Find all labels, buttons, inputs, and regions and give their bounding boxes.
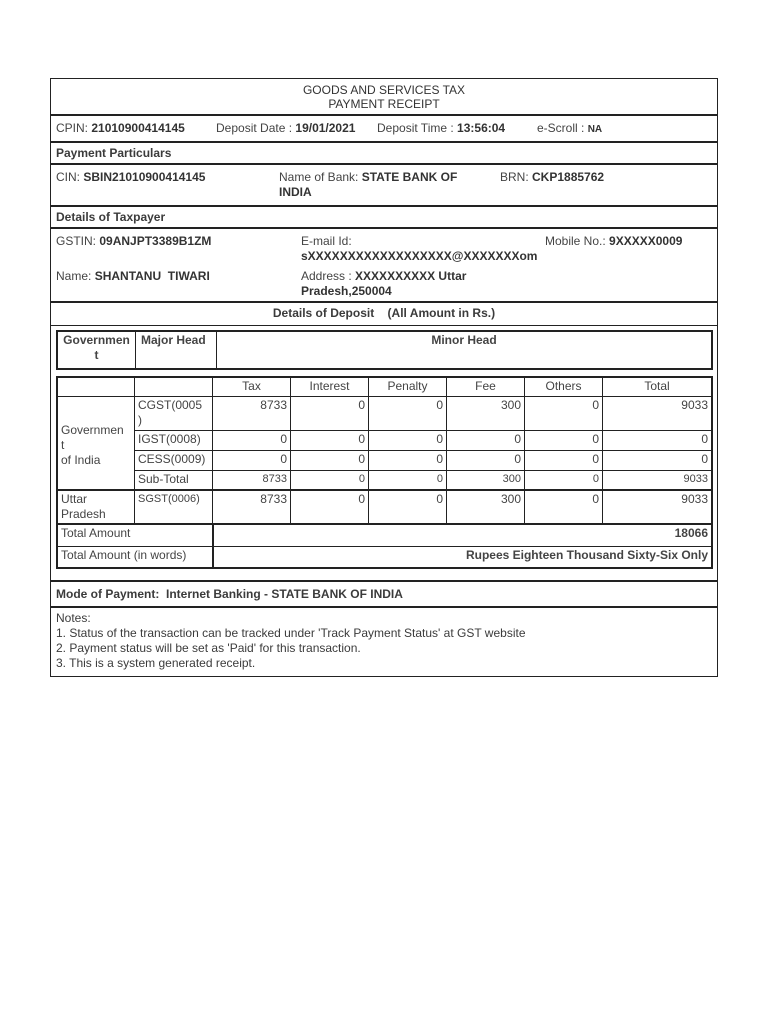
deposit-heading: Details of Deposit (All Amount in Rs.) xyxy=(51,303,717,326)
cgst-fee: 300 xyxy=(447,396,525,430)
sgst-row xyxy=(57,490,712,524)
total-words-label: Total Amount (in words) xyxy=(57,546,213,568)
cgst-label-line-1: CGST(0005 xyxy=(138,397,203,412)
total-words-row xyxy=(57,546,712,568)
empty-header-cell xyxy=(135,377,213,396)
brn-value: CKP1885762 xyxy=(532,170,605,184)
state-cell xyxy=(57,490,135,524)
mode-value: Internet Banking - STATE BANK OF INDIA xyxy=(166,587,403,601)
sgst-tax: 8733 xyxy=(213,490,291,524)
deposit-date-label: Deposit Date : xyxy=(216,121,293,135)
mobile-label: Mobile No.: xyxy=(545,234,606,248)
igst-tax: 0 xyxy=(213,430,291,450)
head-government-line-1: Governmen xyxy=(63,333,130,347)
column-interest: Interest xyxy=(291,377,369,396)
empty-header-cell xyxy=(57,377,135,396)
email-value: sXXXXXXXXXXXXXXXXXX@XXXXXXXom xyxy=(301,249,538,263)
total-words-value: Rupees Eighteen Thousand Sixty-Six Only xyxy=(213,546,713,568)
mode-of-payment xyxy=(51,582,717,608)
cgst-total: 9033 xyxy=(603,396,713,430)
amount-header-row xyxy=(57,377,712,396)
bank-value-line-1: STATE BANK OF xyxy=(361,170,458,184)
subtotal-penalty: 0 xyxy=(369,470,447,490)
igst-total: 0 xyxy=(603,430,713,450)
sgst-total: 9033 xyxy=(603,490,713,524)
cpin-label: CPIN: xyxy=(56,121,89,135)
cess-fee: 0 xyxy=(447,450,525,470)
bank-label: Name of Bank: xyxy=(279,170,359,184)
note-item: 1. Status of the transaction can be tracked under 'Track Payment Status' at GST website xyxy=(56,626,526,640)
total-amount-value: 18066 xyxy=(213,524,713,546)
cess-total: 0 xyxy=(603,450,713,470)
cess-interest: 0 xyxy=(291,450,369,470)
cess-tax: 0 xyxy=(213,450,291,470)
cess-row xyxy=(57,450,712,470)
head-government xyxy=(57,331,136,369)
address-line-1: XXXXXXXXXX Uttar xyxy=(355,269,467,283)
payment-particulars-heading: Payment Particulars xyxy=(51,143,717,165)
gstin-label: GSTIN: xyxy=(56,234,97,248)
state-line-2: Pradesh xyxy=(61,507,106,521)
sgst-penalty: 0 xyxy=(369,490,447,524)
escroll-label: e-Scroll : xyxy=(537,121,585,135)
payment-receipt xyxy=(50,78,718,677)
government-of-india-cell xyxy=(57,396,135,490)
address-label: Address : xyxy=(301,269,352,283)
cess-label: CESS(0009) xyxy=(135,450,213,470)
gstin-value: 09ANJPT3389B1ZM xyxy=(99,234,212,248)
igst-interest: 0 xyxy=(291,430,369,450)
email-label: E-mail Id: xyxy=(301,234,352,248)
subtotal-total: 9033 xyxy=(603,470,713,490)
subtotal-label: Sub-Total xyxy=(135,470,213,490)
title-line-2: PAYMENT RECEIPT xyxy=(328,97,440,111)
taxpayer-heading: Details of Taxpayer xyxy=(51,207,717,229)
igst-fee: 0 xyxy=(447,430,525,450)
cess-penalty: 0 xyxy=(369,450,447,470)
igst-row xyxy=(57,430,712,450)
address-line-2: Pradesh,250004 xyxy=(301,284,392,298)
subtotal-row xyxy=(57,470,712,490)
column-penalty: Penalty xyxy=(369,377,447,396)
cgst-label-line-2: ) xyxy=(138,412,142,427)
sgst-label: SGST(0006) xyxy=(135,490,213,524)
mode-label: Mode of Payment: xyxy=(56,587,160,601)
name-value: SHANTANU TIWARI xyxy=(94,269,210,283)
igst-penalty: 0 xyxy=(369,430,447,450)
deposit-section xyxy=(51,303,717,582)
total-amount-row xyxy=(57,524,712,546)
deposit-date-value: 19/01/2021 xyxy=(295,121,356,135)
subtotal-fee: 300 xyxy=(447,470,525,490)
cin-label: CIN: xyxy=(56,170,80,184)
cgst-penalty: 0 xyxy=(369,396,447,430)
igst-label: IGST(0008) xyxy=(135,430,213,450)
cpin-value: 21010900414145 xyxy=(91,121,185,135)
receipt-title xyxy=(51,79,717,116)
brn-label: BRN: xyxy=(500,170,529,184)
escroll-value: NA xyxy=(587,124,603,135)
cpin-row xyxy=(51,116,717,143)
amount-table xyxy=(56,376,713,569)
sgst-others: 0 xyxy=(525,490,603,524)
notes-heading: Notes: xyxy=(56,611,91,625)
cgst-others: 0 xyxy=(525,396,603,430)
taxpayer-details xyxy=(51,229,717,303)
subtotal-interest: 0 xyxy=(291,470,369,490)
note-item: 3. This is a system generated receipt. xyxy=(56,656,256,670)
mobile-value: 9XXXXX0009 xyxy=(609,234,683,248)
head-major: Major Head xyxy=(136,331,217,369)
cess-others: 0 xyxy=(525,450,603,470)
cin-value: SBIN21010900414145 xyxy=(83,170,206,184)
head-minor: Minor Head xyxy=(217,331,713,369)
subtotal-others: 0 xyxy=(525,470,603,490)
gov-india-line-2: t xyxy=(61,437,65,452)
column-tax: Tax xyxy=(213,377,291,396)
name-label: Name: xyxy=(56,269,92,283)
bank-value-line-2: INDIA xyxy=(279,185,312,199)
cgst-row xyxy=(57,396,712,430)
state-line-1: Uttar xyxy=(61,492,88,506)
note-item: 2. Payment status will be set as 'Paid' for this transaction. xyxy=(56,641,361,655)
head-government-line-2: t xyxy=(94,348,99,362)
cgst-label xyxy=(135,396,213,430)
column-total: Total xyxy=(603,377,713,396)
column-others: Others xyxy=(525,377,603,396)
cgst-tax: 8733 xyxy=(213,396,291,430)
subtotal-tax: 8733 xyxy=(213,470,291,490)
gov-india-line-3: of India xyxy=(61,452,101,467)
total-amount-label: Total Amount xyxy=(57,524,213,546)
deposit-time-label: Deposit Time : xyxy=(377,121,454,135)
gov-india-line-1: Governmen xyxy=(61,422,124,437)
title-line-1: GOODS AND SERVICES TAX xyxy=(302,83,466,97)
notes-section xyxy=(51,608,717,676)
sgst-interest: 0 xyxy=(291,490,369,524)
head-table xyxy=(56,330,713,370)
sgst-fee: 300 xyxy=(447,490,525,524)
cin-row xyxy=(51,165,717,207)
column-fee: Fee xyxy=(447,377,525,396)
deposit-time-value: 13:56:04 xyxy=(457,121,506,135)
igst-others: 0 xyxy=(525,430,603,450)
cgst-interest: 0 xyxy=(291,396,369,430)
